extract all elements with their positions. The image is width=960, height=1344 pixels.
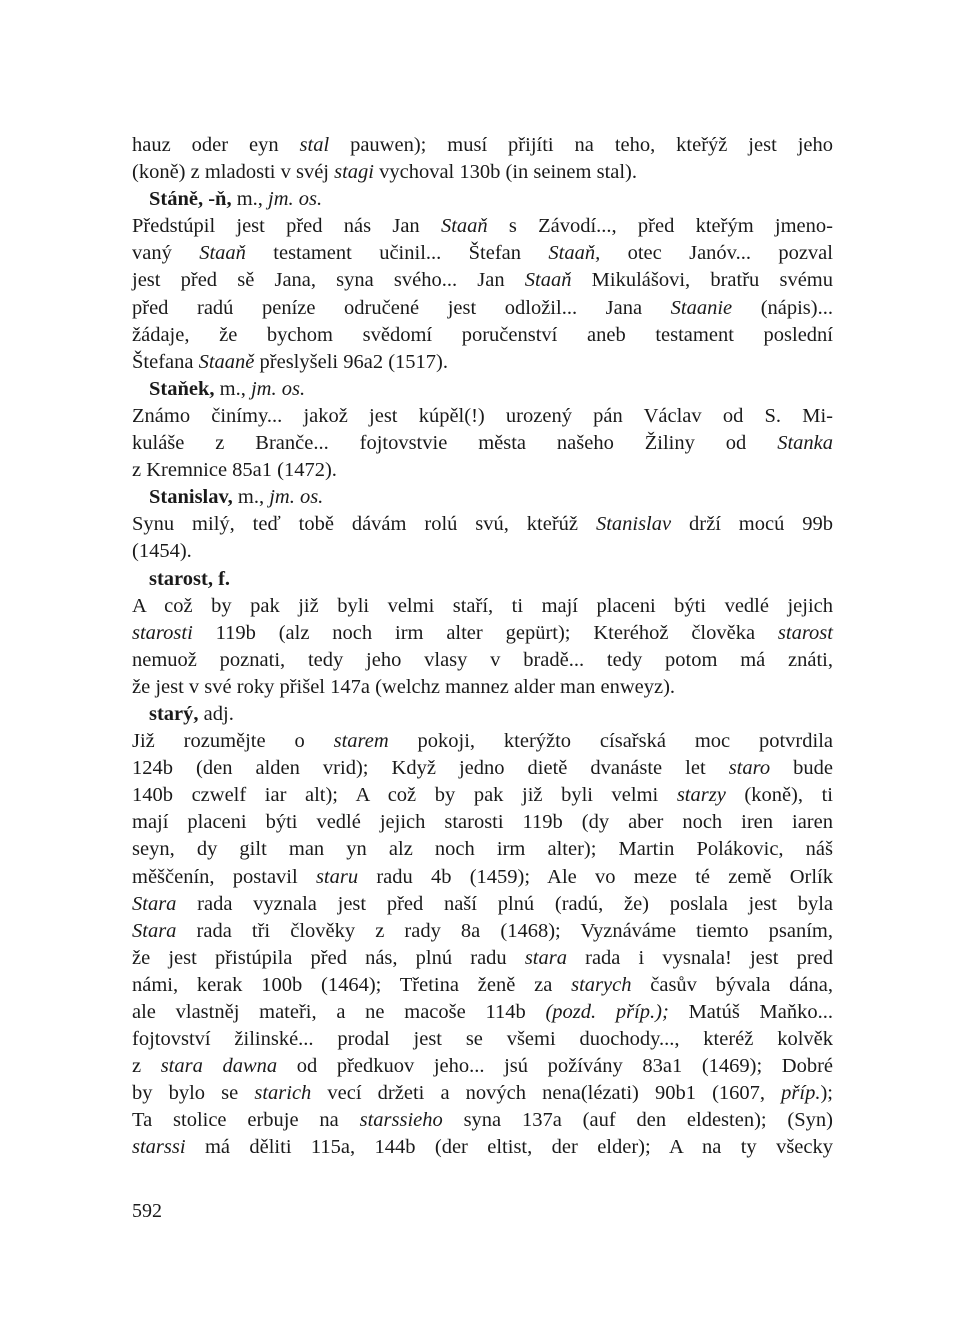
text-line: Stara rada tři člověky z rady 8a (1468); Vyznáváme tiemto psaním, [132, 919, 833, 942]
text-line: Synu milý, teď tobě dávám rolú svú, kteřúž Stanislav drží mocú 99b [132, 513, 833, 536]
text-line: žádaje, že bychom svědomí poručenství aneb testament poslední [132, 323, 833, 346]
dictionary-text-block [132, 132, 833, 1162]
text-line: námi, kerak 100b (1464); Třetina ženě za starych časův bývala dána, [132, 973, 833, 996]
text-line: Známo činímy... jakož jest kúpěl(!) urozený pán Václav od S. Mi- [132, 404, 833, 427]
text-line: Stara rada vyznala jest před naší plnú (radú, že) poslala jest byla [132, 892, 833, 915]
text-line: že jest přistúpila před nás, plnú radu stara rada i vysnala! jest pred [132, 946, 833, 969]
text-line: starosti 119b (alz noch irm alter gepürt); Kteréhož člověka starost [132, 621, 833, 644]
text-line: hauz oder eyn stal pauwen); musí přijíti na teho, kteřýž jest jeho [132, 134, 833, 156]
text-line: 124b (den alden vrid); Když jedno dietě dvanáste let staro bude [132, 757, 833, 780]
text-line: z Kremnice 85a1 (1472). [132, 459, 337, 482]
text-line: Ta stolice erbuje na starssieho syna 137a (auf den eldesten); (Syn) [132, 1109, 833, 1132]
text-line: 140b czwelf iar alt); A což by pak již byli velmi starzy (koně), ti [132, 784, 833, 807]
entry-headword-line: Staňek, m., jm. os. [149, 377, 306, 400]
entry-headword-line: starost, f. [149, 567, 231, 590]
text-line: Štefana Staaně přeslyšeli 96a2 (1517). [132, 350, 448, 373]
text-line: kuláše z Branče... fojtovstvie města našeho Žiliny od Stanka [132, 432, 833, 455]
text-line: Předstúpil jest před nás Jan Staaň s Závodí..., před kteřým jmeno- [132, 215, 833, 238]
text-line: by bylo se starich vecí držeti a nových nena(lézati) 90b1 (1607, příp.); [132, 1082, 833, 1105]
page-number: 592 [132, 1200, 162, 1222]
text-line: fojtovství žilinské... prodal jest se všemi duochody..., kteréž kolvěk [132, 1028, 833, 1051]
text-line: (1454). [132, 540, 192, 563]
text-line: seyn, dy gilt man yn alz noch irm alter); Martin Polákovic, náš [132, 838, 833, 861]
entry-headword-line: starý, adj. [149, 702, 234, 725]
text-line: měščenín, postavil staru radu 4b (1459); Ale vo meze té země Orlík [132, 865, 833, 888]
text-line: mají placeni býti vedlé jejich starosti 119b (dy aber noch iren iaren [132, 811, 833, 834]
text-line: před radú peníze odručené jest odložil... Jana Staanie (nápis)... [132, 296, 833, 319]
text-line: že jest v své roky přišel 147a (welchz mannez alder man enweyz). [132, 675, 676, 698]
text-line: vaný Staaň testament učinil... Štefan Staaň, otec Janóv... pozval [132, 242, 833, 265]
text-line: nemuož poznati, tedy jeho vlasy v bradě... tedy potom má znáti, [132, 648, 833, 671]
text-line: A což by pak již byli velmi staří, ti mají placeni býti vedlé jejich [132, 594, 833, 617]
text-line: jest před sě Jana, syna svého... Jan Staaň Mikulášovi, bratřu svému [132, 269, 833, 292]
entry-headword-line: Stáně, -ň, m., jm. os. [149, 188, 323, 211]
text-line: z stara dawna od předkuov jeho... jsú požívány 83a1 (1469); Dobré [132, 1055, 833, 1078]
text-line: Již rozumějte o starem pokoji, kterýžto císařská moc potvrdila [132, 730, 833, 753]
text-line: (koně) z mladosti v svéj stagi vychoval 130b (in seinem stal). [132, 161, 638, 184]
entry-headword-line: Stanislav, m., jm. os. [149, 486, 324, 509]
text-line: ale vlastněj mateři, a ne macoše 114b (pozd. příp.); Matúš Maňko... [132, 1001, 833, 1023]
text-line: starssi má děliti 115a, 144b (der eltist, der elder); A na ty všecky [132, 1136, 833, 1159]
